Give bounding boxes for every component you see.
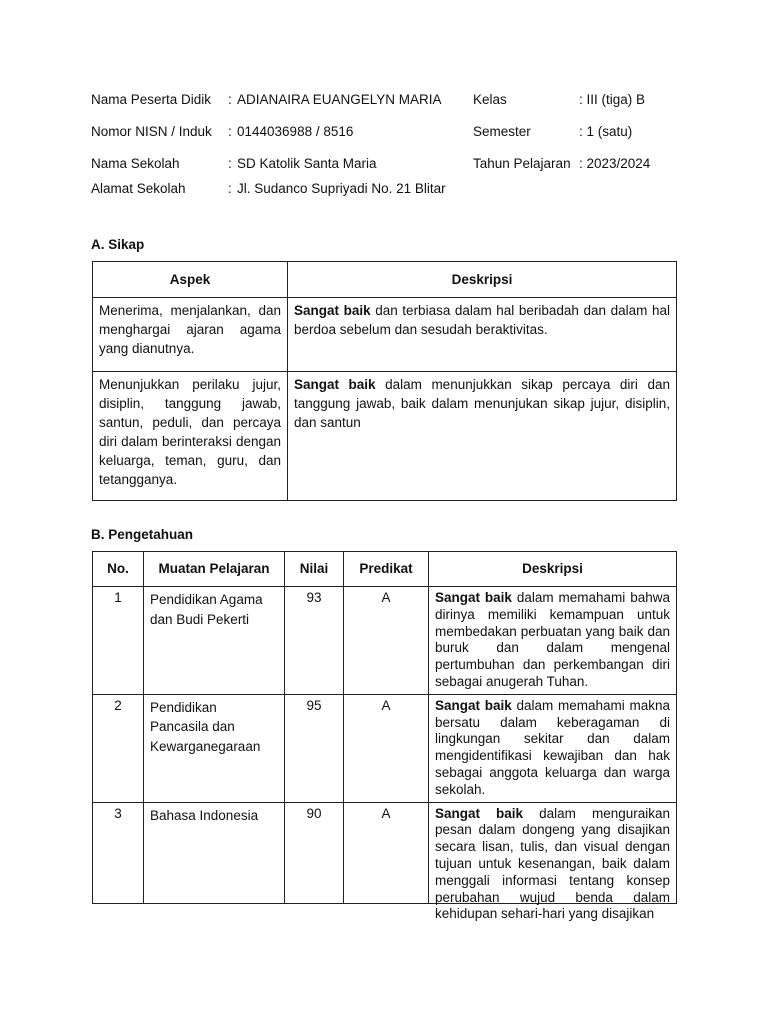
- kelas-value: : III (tiga) B: [579, 92, 646, 107]
- deskripsi-text: dalam menunjukkan sikap percaya diri dan tanggung jawab, baik dalam menunjukan sikap jujur, disiplin, dan santun: [294, 377, 670, 430]
- nama-label: Nama Peserta Didik: [91, 92, 212, 107]
- pengetahuan-header-row: [93, 552, 677, 587]
- aspek-cell: Menerima, menjalankan, dan menghargai ajaran agama yang dianutnya.: [93, 298, 288, 372]
- header-deskripsi: Deskripsi: [288, 262, 677, 298]
- nisn-colon: :: [228, 124, 232, 139]
- no-cell: 3: [93, 802, 144, 903]
- section-title-pengetahuan: B. Pengetahuan: [91, 527, 194, 542]
- muatan-cell: Bahasa Indonesia: [144, 802, 285, 903]
- deskripsi-cell: [429, 694, 677, 802]
- nama-colon: :: [228, 92, 232, 107]
- sekolah-colon: :: [228, 156, 232, 171]
- deskripsi-clip: [435, 805, 670, 922]
- table-row: [93, 587, 677, 695]
- header-predikat: Predikat: [344, 552, 429, 587]
- deskripsi-cell: [429, 587, 677, 695]
- no-cell: 1: [93, 587, 144, 695]
- deskripsi-cell: [288, 298, 677, 372]
- deskripsi-text: dalam memahami bahwa dirinya memiliki kemampuan untuk membedakan perbuatan yang baik dan buruk dan dalam mengenal pertumbuhan dan perkembangan diri sebagai anugerah Tuhan.: [435, 590, 670, 689]
- header-deskripsi: Deskripsi: [429, 552, 677, 587]
- predikat-bold: Sangat baik: [294, 303, 371, 318]
- deskripsi-cell: [288, 372, 677, 501]
- header-muatan: Muatan Pelajaran: [144, 552, 285, 587]
- nisn-label: Nomor NISN / Induk: [91, 124, 212, 139]
- predikat-cell: A: [344, 802, 429, 903]
- nilai-cell: 95: [285, 694, 344, 802]
- aspek-cell: Menunjukkan perilaku jujur, disiplin, tanggung jawab, santun, peduli, dan percaya diri dalam berinteraksi dengan keluarga, teman, guru, dan tetangganya.: [93, 372, 288, 501]
- nama-value: ADIANAIRA EUANGELYN MARIA: [237, 92, 442, 107]
- alamat-value: Jl. Sudanco Supriyadi No. 21 Blitar: [237, 181, 446, 196]
- header-nilai: Nilai: [285, 552, 344, 587]
- predikat-cell: A: [344, 587, 429, 695]
- alamat-colon: :: [228, 181, 232, 196]
- sikap-header-row: [93, 262, 677, 298]
- deskripsi-text: dalam menguraikan pesan dalam dongeng yang disajikan secara lisan, tulis, dan visual dengan tujuan untuk kesenangan, baik dalam menggali informasi tentang konsep perubahan wujud benda dalam kehidupan sehari-hari yang disajikan: [435, 805, 670, 922]
- kelas-label: Kelas: [473, 92, 507, 107]
- deskripsi-cell: [429, 802, 677, 922]
- tahun-value: : 2023/2024: [579, 156, 651, 171]
- alamat-label: Alamat Sekolah: [91, 181, 186, 196]
- tahun-label: Tahun Pelajaran: [473, 156, 571, 171]
- table-row: [93, 298, 677, 372]
- header-aspek: Aspek: [93, 262, 288, 298]
- header-no: No.: [93, 552, 144, 587]
- predikat-bold: Sangat baik: [435, 805, 524, 821]
- muatan-cell: Pendidikan Agama dan Budi Pekerti: [144, 587, 285, 695]
- sekolah-value: SD Katolik Santa Maria: [237, 156, 377, 171]
- sikap-table: [92, 261, 677, 501]
- predikat-bold: Sangat baik: [294, 377, 376, 392]
- table-row: [93, 694, 677, 802]
- nilai-cell: 90: [285, 802, 344, 903]
- predikat-cell: A: [344, 694, 429, 802]
- predikat-bold: Sangat baik: [435, 590, 512, 605]
- semester-value: : 1 (satu): [579, 124, 633, 139]
- nilai-cell: 93: [285, 587, 344, 695]
- predikat-bold: Sangat baik: [435, 697, 512, 713]
- muatan-cell: Pendidikan Pancasila dan Kewarganegaraan: [144, 694, 285, 802]
- section-title-sikap: A. Sikap: [91, 237, 145, 252]
- semester-label: Semester: [473, 124, 531, 139]
- deskripsi-text: dalam memahami makna bersatu dalam keberagaman di lingkungan sekitar dan dalam mengidentifikasi kewajiban dan hak sebagai anggota keluarga dan warga sekolah.: [435, 697, 670, 797]
- no-cell: 2: [93, 694, 144, 802]
- deskripsi-text: dan terbiasa dalam hal beribadah dan dalam hal berdoa sebelum dan sesudah beraktivitas.: [294, 303, 670, 337]
- table-row: [93, 802, 677, 903]
- table-row: [93, 372, 677, 501]
- pengetahuan-table: [92, 551, 677, 922]
- sekolah-label: Nama Sekolah: [91, 156, 180, 171]
- nisn-value: 0144036988 / 8516: [237, 124, 354, 139]
